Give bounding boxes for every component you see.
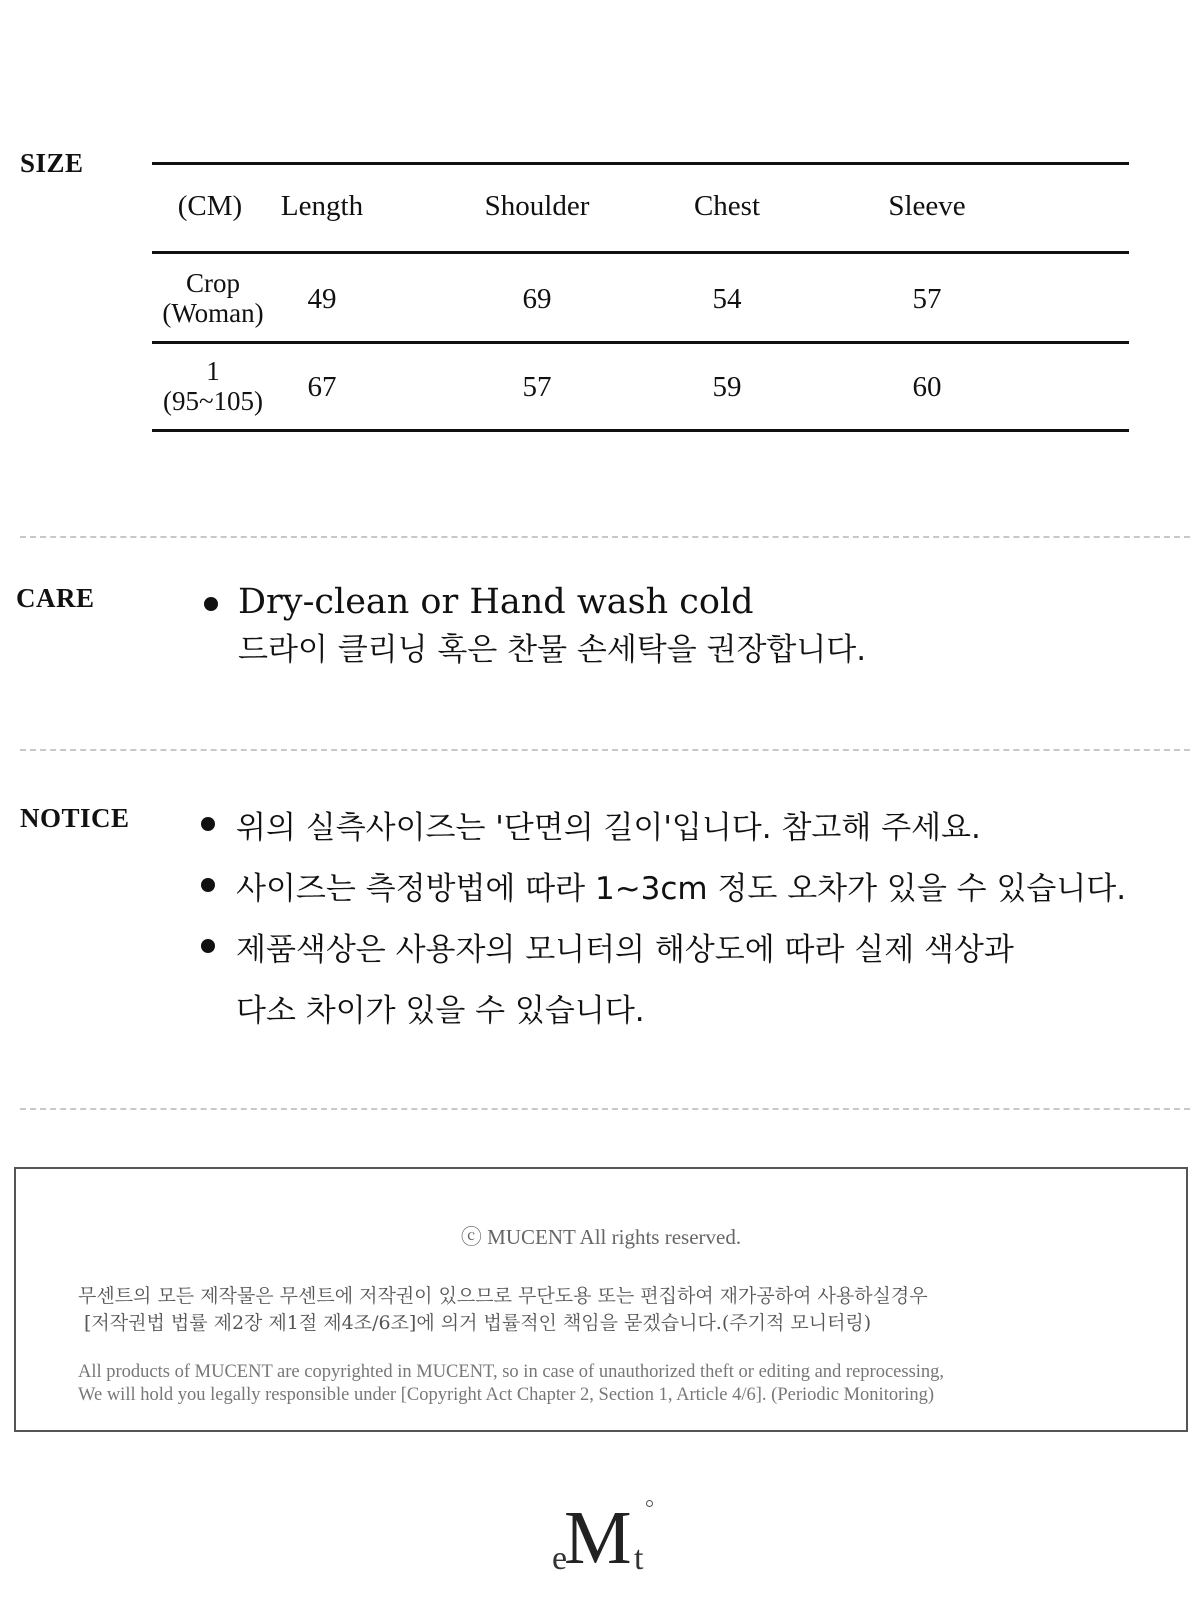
logo-letter: e [552,1540,568,1577]
section-divider [20,1108,1190,1110]
copyright-notice-box [14,1167,1188,1432]
row-length: 67 [307,371,337,403]
row-chest: 54 [712,283,742,315]
header-unit: (CM) [177,190,243,222]
header-length: Length [280,190,364,222]
bullet-icon [201,939,215,953]
header-sleeve: Sleeve [888,190,966,222]
care-section-label: CARE [16,583,95,613]
row-size-name-line1: 1 [206,356,220,386]
care-instruction-en: Dry-clean or Hand wash cold [238,582,754,622]
notice-item: 위의 실측사이즈는 '단면의 길이'입니다. 참고해 주세요. [236,810,981,846]
row-size-name-line1: Crop [186,268,240,298]
bullet-icon [201,817,215,831]
row-shoulder: 69 [522,283,552,315]
row-size-name [152,356,274,416]
row-sleeve: 60 [912,371,942,403]
copyright-en-line: All products of MUCENT are copyrighted in MUCENT, so in case of unauthorized theft or editing and reprocessing, [78,1362,945,1382]
copyright-ko-line: [저작권법 법률 제2장 제1절 제4조/6조]에 의거 법률적인 책임을 묻겠습니다.(주기적 모니터링) [84,1312,872,1334]
size-section-label: SIZE [20,148,84,178]
copyright-ko-line: 무센트의 모든 제작물은 무센트에 저작권이 있으므로 무단도용 또는 편집하여 재가공하여 사용하실경우 [78,1285,928,1307]
row-size-name-line2: (95~105) [162,386,264,416]
logo-dot-icon [646,1500,653,1507]
table-top-rule [152,162,1129,165]
notice-item-continuation: 다소 차이가 있을 수 있습니다. [236,993,645,1029]
notice-item: 사이즈는 측정방법에 따라 1~3cm 정도 오차가 있을 수 있습니다. [236,871,1127,907]
brand-logo [548,1496,658,1580]
row-size-name [152,268,274,328]
row-length: 49 [307,283,337,315]
row-shoulder: 57 [522,371,552,403]
table-bottom-rule [152,429,1129,432]
bullet-icon [204,597,218,611]
logo-letter: t [634,1540,644,1577]
notice-section-label: NOTICE [20,803,130,833]
header-chest: Chest [693,190,761,222]
table-row-rule [152,341,1129,344]
table-header-rule [152,251,1129,254]
logo-letter: M [564,1496,632,1580]
notice-item: 제품색상은 사용자의 모니터의 해상도에 따라 실제 색상과 [236,932,1014,968]
row-sleeve: 57 [912,283,942,315]
row-chest: 59 [712,371,742,403]
section-divider [20,536,1190,538]
care-instruction-ko: 드라이 클리닝 혹은 찬물 손세탁을 권장합니다. [238,632,867,668]
copyright-title: ⓒ MUCENT All rights reserved. [460,1225,742,1249]
header-shoulder: Shoulder [484,190,590,222]
copyright-en-line: We will hold you legally responsible under [Copyright Act Chapter 2, Section 1, Article 4/6]. (Periodic Monitoring) [78,1385,935,1405]
section-divider [20,749,1190,751]
size-table [152,158,1129,440]
bullet-icon [201,878,215,892]
row-size-name-line2: (Woman) [162,298,264,328]
